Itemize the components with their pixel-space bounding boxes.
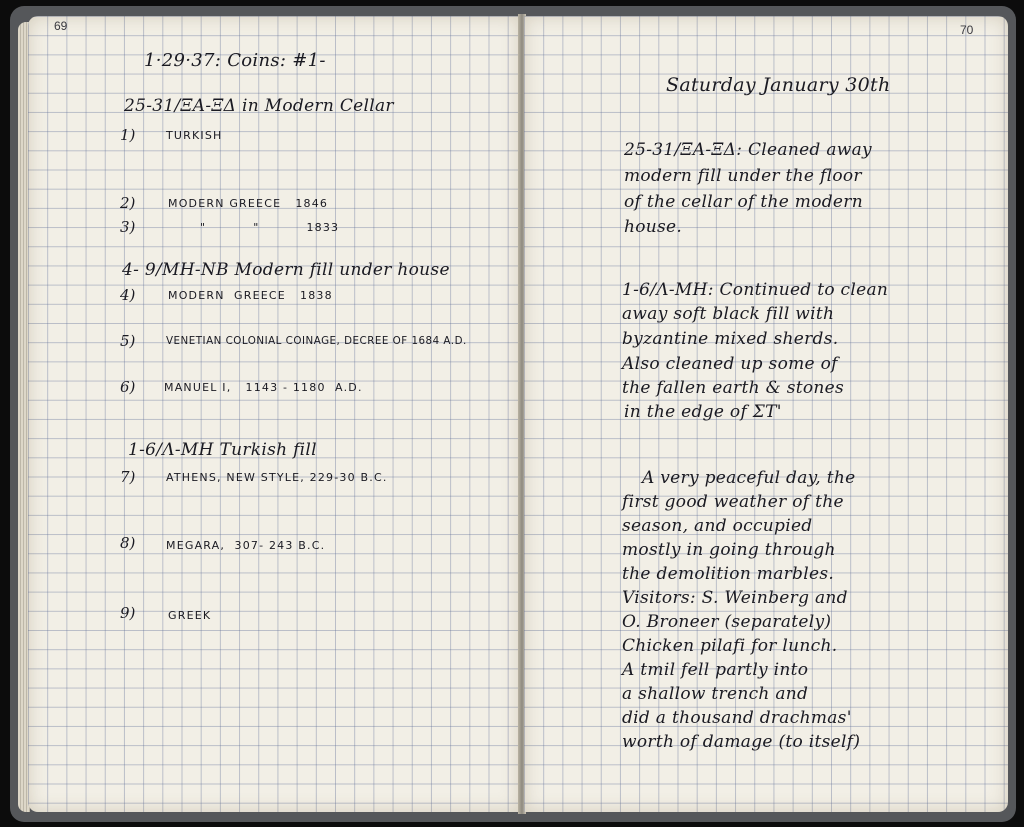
journal-line: 25-31/ΞΑ-ΞΔ: Cleaned away bbox=[624, 140, 872, 160]
date-heading: Saturday January 30th bbox=[666, 74, 891, 96]
journal-line: Also cleaned up some of bbox=[622, 354, 838, 374]
coin-entry: ATHENS, NEW STYLE, 229-30 B.C. bbox=[166, 471, 388, 484]
item-number: 1) bbox=[120, 126, 136, 144]
coin-entry: VENETIAN COLONIAL COINAGE, DECREE OF 1684 A.D. bbox=[166, 335, 467, 347]
journal-line: away soft black fill with bbox=[622, 304, 835, 324]
coin-entry: " " 1833 bbox=[200, 221, 340, 234]
journal-line: Visitors: S. Weinberg and bbox=[622, 588, 848, 608]
section-heading: 4- 9/MH-NB Modern fill under house bbox=[122, 260, 450, 280]
journal-line: O. Broneer (separately) bbox=[622, 612, 832, 632]
coin-entry: MODERN GREECE 1838 bbox=[168, 289, 333, 302]
right-page bbox=[524, 16, 1008, 812]
journal-line: did a thousand drachmas' bbox=[622, 708, 852, 728]
page-number: 69 bbox=[54, 19, 68, 33]
journal-line: worth of damage (to itself) bbox=[622, 732, 861, 752]
coin-entry: TURKISH bbox=[166, 129, 223, 142]
journal-line: A very peaceful day, the bbox=[642, 468, 856, 488]
item-number: 4) bbox=[120, 286, 136, 304]
item-number: 3) bbox=[120, 218, 136, 236]
section-heading: 25-31/ΞΑ-ΞΔ in Modern Cellar bbox=[124, 96, 394, 116]
coin-entry: GREEK bbox=[168, 609, 212, 622]
journal-line: byzantine mixed sherds. bbox=[622, 329, 839, 349]
item-number: 9) bbox=[120, 604, 136, 622]
page-heading: 1·29·37: Coins: #1- bbox=[144, 50, 326, 71]
journal-line: season, and occupied bbox=[622, 516, 813, 536]
coin-entry: MANUEL I, 1143 - 1180 A.D. bbox=[164, 381, 363, 394]
journal-line: the demolition marbles. bbox=[622, 564, 835, 584]
journal-line: Chicken pilafi for lunch. bbox=[622, 636, 838, 656]
journal-line: mostly in going through bbox=[622, 540, 836, 560]
item-number: 2) bbox=[120, 194, 136, 212]
item-number: 8) bbox=[120, 534, 136, 552]
journal-line: first good weather of the bbox=[622, 492, 844, 512]
journal-line: in the edge of ΣΤ' bbox=[624, 402, 782, 422]
journal-line: 1-6/Λ-MH: Continued to clean bbox=[622, 280, 889, 300]
item-number: 6) bbox=[120, 378, 136, 396]
journal-line: A tmil fell partly into bbox=[622, 660, 809, 680]
journal-line: modern fill under the floor bbox=[624, 166, 862, 186]
coin-entry: MEGARA, 307- 243 B.C. bbox=[166, 539, 326, 552]
journal-line: house. bbox=[624, 217, 683, 237]
journal-line: of the cellar of the modern bbox=[624, 192, 863, 212]
left-page bbox=[28, 16, 520, 812]
journal-line: a shallow trench and bbox=[622, 684, 809, 704]
item-number: 5) bbox=[120, 332, 136, 350]
section-heading: 1-6/Λ-MH Turkish fill bbox=[128, 440, 317, 460]
coin-entry: MODERN GREECE 1846 bbox=[168, 197, 329, 210]
journal-line: the fallen earth & stones bbox=[622, 378, 845, 398]
item-number: 7) bbox=[120, 468, 136, 486]
page-number: 70 bbox=[960, 23, 974, 37]
